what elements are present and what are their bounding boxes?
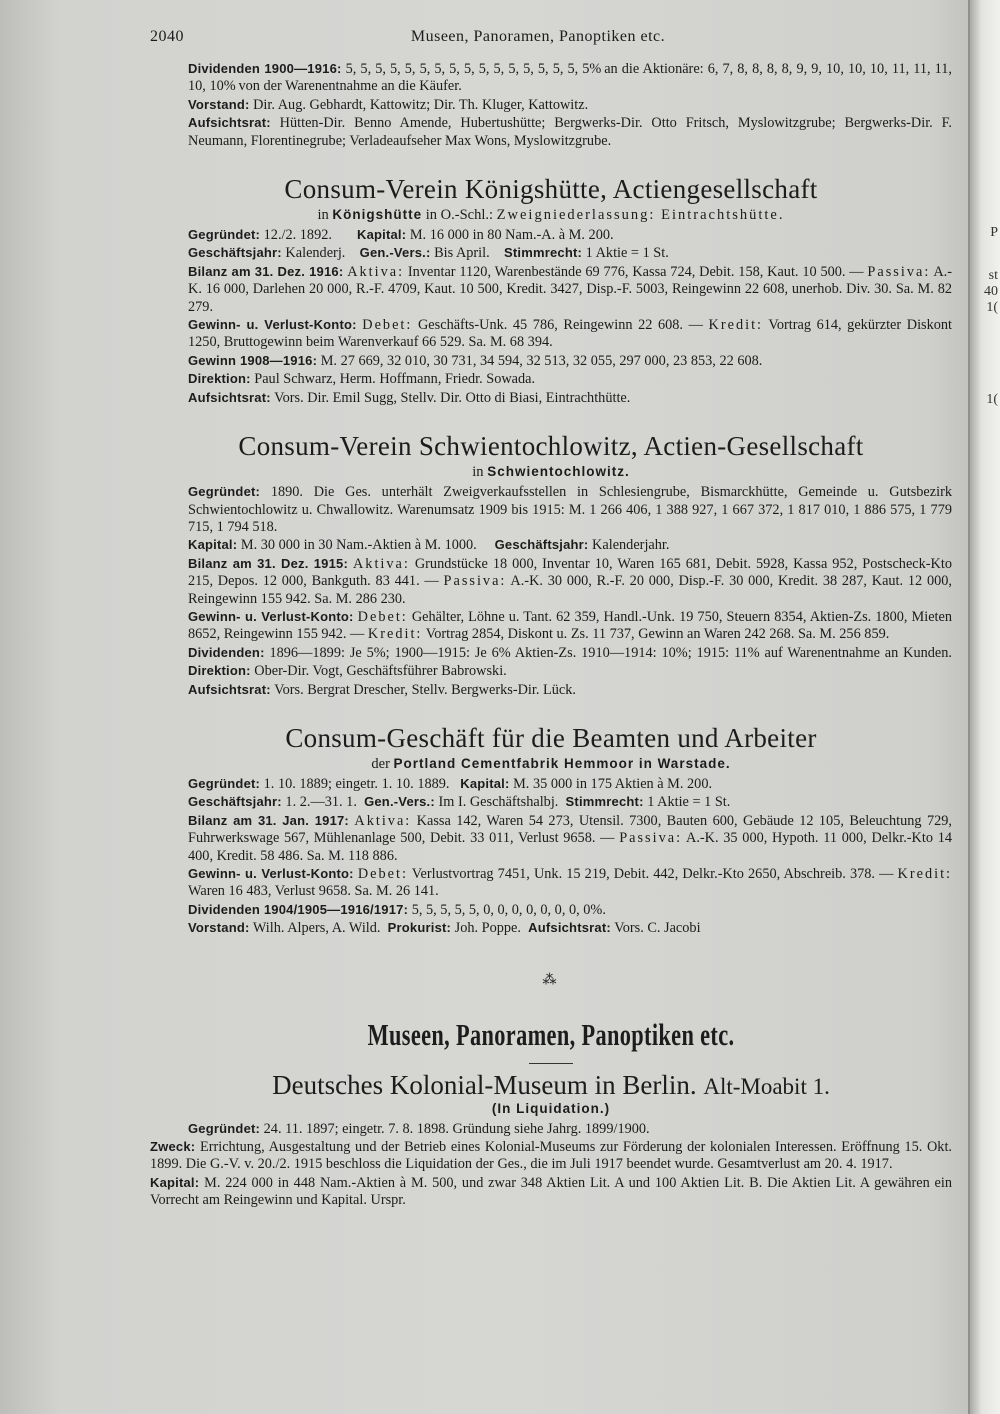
- dividenden-text: 1896—1899: Je 5%; 1900—1915: Je 6% Aktien-Zs. 1910—1914: 10%; 1915: 11% auf Warenentnahme an Kunden.: [269, 644, 952, 661]
- geschaeftsjahr-text: Kalenderjahr.: [592, 537, 670, 554]
- vorstand-label: Vorstand:: [188, 96, 250, 112]
- entry-koenigshuette: [150, 174, 952, 407]
- liquidation-note: (In Liquidation.): [491, 1100, 611, 1116]
- zweck-text: Errichtung, Ausgestaltung und der Betrieb eines Kolonial-Museums zur Förderung der kolonialen Interessen. Eröffnung 15. Okt. 1899. Die G.-V. v. 20./2. 1915 beschloss die Liquidation der Ges., die im Juli 1917 beendet wurde. Gesamtverlust am 20. 4. 1917.: [150, 1139, 952, 1173]
- bilanz-label: Bilanz am 31. Dez. 1916:: [188, 263, 344, 279]
- entry-title: Consum-Verein Schwientochlowitz, Actien-Gesellschaft: [238, 431, 864, 462]
- gegruendet-label: Gegründet:: [188, 484, 261, 500]
- stimmrecht-label: Stimmrecht:: [565, 794, 644, 810]
- subtitle-place: Portland Cementfabrik Hemmoor in Warstade.: [393, 755, 731, 771]
- passiva-text: A.-K. 30 000, R.-F. 20 000, Disp.-F. 30 000, Kredit. 38 287, Kaut. 12 000, Reingewinn 155 942. Sa. M. 286 230.: [188, 573, 952, 607]
- vorstand-text: Wilh. Alpers, A. Wild.: [252, 920, 381, 937]
- stimmrecht-text: 1 Aktie = 1 St.: [585, 245, 669, 262]
- aufsichtsrat-text: Hütten-Dir. Benno Amende, Hubertushütte; Bergwerks-Dir. Otto Fritsch, Myslowitzgrube; Bergwerks-Dir. F. Neumann, Florentinegrube; Verladeaufseher Max Wons, Myslowitzgrube.: [188, 115, 953, 149]
- kredit-label: Kredit:: [708, 317, 764, 334]
- entry-subtitle: [150, 464, 952, 481]
- kapital-label: Kapital:: [188, 537, 238, 553]
- aktiva-label: Aktiva:: [347, 263, 405, 280]
- entry-address: Alt-Moabit 1.: [703, 1073, 830, 1099]
- section-rule: [529, 1063, 573, 1064]
- direktion-text: Paul Schwarz, Herm. Hoffmann, Friedr. Sowada.: [254, 371, 536, 388]
- gewinn-text: M. 27 669, 32 010, 30 731, 34 594, 32 513, 32 055, 297 000, 23 853, 22 608.: [320, 352, 763, 369]
- aufsichtsrat-label: Aufsichtsrat:: [188, 389, 271, 405]
- stimmrecht-text: 1 Aktie = 1 St.: [647, 794, 731, 811]
- edge-fragment: 1(: [986, 300, 998, 315]
- gegruendet-label: Gegründet:: [188, 775, 261, 791]
- guv-label: Gewinn- u. Verlust-Konto:: [188, 866, 354, 881]
- guv-label: Gewinn- u. Verlust-Konto:: [188, 317, 357, 333]
- aufsichtsrat-text: Vors. Dir. Emil Sugg, Stellv. Dir. Otto di Biasi, Eintrachthütte.: [274, 389, 631, 406]
- kredit-text: Waren 16 483, Verlust 9658. Sa. M. 26 141.: [188, 883, 439, 900]
- subtitle-branch: Zweigniederlassung: Eintrachtshütte.: [496, 207, 785, 224]
- aufsichtsrat-label: Aufsichtsrat:: [528, 920, 611, 936]
- aktiva-text: Grundstücke 18 000, Inventar 10, Waren 165 681, Debit. 5928, Kassa 952, Postscheck-Kto 215, Depos. 12 000, Bankguth. 83 441. —: [188, 555, 953, 590]
- entry-title: Consum-Geschäft für die Beamten und Arbeiter: [285, 722, 817, 753]
- gegruendet-text: 1890. Die Ges. unterhält Zweigverkaufsstellen in Schlesiengrube, Bismarckhütte, Gemeinde u. Gutsbezirk Schwientochlowitz u. Chwallowitz. Warenumsatz 1909 bis 1915: M. 1 266 406, 1 388 927, 1 667 372, 1 817 010, 1 886 575, 1 779 715, 1 794 518.: [188, 484, 952, 535]
- section-heading: Museen, Panoramen, Panoptiken etc.: [367, 1016, 735, 1052]
- gegruendet-text: 1. 10. 1889; eingetr. 1. 10. 1889.: [263, 775, 450, 792]
- kapital-label: Kapital:: [356, 227, 407, 243]
- subtitle-prefix: der: [371, 755, 390, 772]
- debet-label: Debet:: [357, 608, 408, 625]
- bilanz-label: Bilanz am 31. Dez. 1915:: [188, 555, 348, 571]
- geschaeftsjahr-label: Geschäftsjahr:: [494, 537, 589, 553]
- direktion-text: Ober-Dir. Vogt, Geschäftsführer Babrowski.: [254, 663, 507, 680]
- subtitle-place: Schwientochlowitz.: [487, 464, 630, 480]
- kapital-label: Kapital:: [460, 775, 510, 791]
- aktiva-label: Aktiva:: [352, 555, 410, 572]
- kredit-label: Kredit:: [897, 866, 953, 882]
- debet-label: Debet:: [362, 317, 413, 334]
- dividenden-label: Dividenden 1904/1905—1916/1917:: [188, 901, 409, 917]
- subtitle-suffix: in O.-Schl.:: [425, 207, 494, 224]
- ornament-divider: ⁂: [542, 972, 560, 988]
- running-title: Museen, Panoramen, Panoptiken etc.: [410, 28, 666, 45]
- kapital-label: Kapital:: [150, 1174, 200, 1190]
- entry-schwientochlowitz: [150, 431, 952, 699]
- gegruendet-text: 24. 11. 1897; eingetr. 7. 8. 1898. Gründung siehe Jahrg. 1899/1900.: [263, 1120, 650, 1137]
- aktiva-label: Aktiva:: [354, 812, 412, 829]
- entry-subtitle: [150, 1101, 952, 1118]
- genvers-label: Gen.-Vers.:: [364, 794, 435, 810]
- next-page-edge: [968, 0, 1000, 1414]
- kapital-text: M. 30 000 in 30 Nam.-Aktien à M. 1000.: [240, 537, 477, 554]
- entry-title-text: Deutsches Kolonial-Museum in Berlin.: [272, 1069, 697, 1100]
- gegruendet-label: Gegründet:: [188, 1120, 261, 1136]
- passiva-label: Passiva:: [619, 830, 683, 847]
- aktiva-text: Inventar 1120, Warenbestände 69 776, Kassa 724, Debit. 158, Kaut. 10 500. —: [407, 263, 864, 280]
- bilanz-label: Bilanz am 31. Jan. 1917:: [188, 812, 349, 828]
- entry-title: Consum-Verein Königshütte, Actiengesellschaft: [284, 174, 818, 205]
- edge-fragment: 40: [984, 284, 998, 299]
- debet-text: Gehälter, Löhne u. Tant. 62 359, Handl.-Unk. 19 750, Steuern 8354, Aktien-Zs. 1800, Mieten 8652, Reingewinn 155 942. —: [188, 608, 953, 643]
- prokurist-text: Joh. Poppe.: [454, 920, 521, 937]
- genvers-text: Bis April.: [434, 245, 490, 262]
- page-number: 2040: [150, 28, 184, 45]
- vorstand-text: Dir. Aug. Gebhardt, Kattowitz; Dir. Th. Kluger, Kattowitz.: [253, 96, 589, 113]
- dividenden-text: 5, 5, 5, 5, 5, 5, 5, 5, 5, 5, 5, 5, 5, 5, 5, 5, 5% an die Aktionäre: 6, 7, 8, 8, 8, 8, 9, 9, 10, 10, 10, 11, 11, 11, 10, 10% von der Warenentnahme an die Käufer.: [188, 61, 953, 95]
- entry-title: [150, 1070, 952, 1101]
- running-header: [150, 28, 952, 46]
- dividenden-label: Dividenden:: [188, 644, 265, 660]
- entry-subtitle: [150, 756, 952, 773]
- debet-label: Debet:: [357, 866, 408, 882]
- kredit-text: Vortrag 2854, Diskont u. Zs. 11 737, Gewinn an Waren 242 268. Sa. M. 256 859.: [425, 626, 890, 643]
- genvers-text: Im I. Geschäftshalbj.: [438, 794, 559, 811]
- page-content: [150, 28, 952, 1210]
- geschaeftsjahr-text: Kalenderj.: [285, 245, 346, 262]
- entry-subtitle: [150, 207, 952, 224]
- passiva-text: A.-K. 35 000, Hypoth. 11 000, Delkr.-Kto 14 400, Kredit. 58 486. Sa. M. 118 886.: [188, 830, 953, 864]
- subtitle-place: Königshütte: [332, 207, 423, 223]
- previous-entry-continuation: [150, 60, 952, 150]
- geschaeftsjahr-label: Geschäftsjahr:: [188, 245, 282, 261]
- aufsichtsrat-text: Vors. C. Jacobi: [614, 920, 701, 937]
- dividenden-text: 5, 5, 5, 5, 5, 0, 0, 0, 0, 0, 0, 0, 0%.: [411, 901, 606, 918]
- subtitle-prefix: in: [472, 464, 484, 481]
- kredit-text: Vortrag 614, gekürzter Diskont 1250, Bruttogewinn beim Warenverkauf 66 529. Sa. M. 68 394.: [188, 317, 953, 351]
- stimmrecht-label: Stimmrecht:: [504, 245, 583, 261]
- passiva-text: A.-K. 16 000, Darlehen 20 000, R.-F. 4709, Kaut. 10 500, Kredit. 3427, Disp.-F. 5003, Reingewinn 22 608, unerhob. Div. 30. Sa. M. 82 279.: [188, 263, 953, 315]
- vorstand-label: Vorstand:: [188, 920, 250, 936]
- aufsichtsrat-text: Vors. Bergrat Drescher, Stellv. Bergwerks-Dir. Lück.: [274, 681, 576, 698]
- aktiva-text: Kassa 142, Waren 54 273, Utensil. 7300, Bauten 600, Gebäude 12 105, Beleuchtung 729, Fuhrwerkswage 567, Mühlenanlage 500, Debit. 33 011, Verlust 9658. —: [188, 812, 953, 847]
- edge-fragment: st: [988, 268, 998, 283]
- edge-fragment: P: [990, 225, 998, 240]
- kapital-text: M. 224 000 in 448 Nam.-Aktien à M. 500, und zwar 348 Aktien Lit. A und 100 Aktien Lit. B. Die Aktien Lit. A gewähren ein Vorrecht am Reingewinn und Kapital. Urspr.: [150, 1174, 953, 1209]
- genvers-label: Gen.-Vers.:: [359, 245, 431, 261]
- debet-text: Geschäfts-Unk. 45 786, Reingewinn 22 608. —: [417, 317, 703, 334]
- edge-fragment: 1(: [986, 392, 998, 407]
- debet-text: Verlustvortrag 7451, Unk. 15 219, Debit. 442, Delkr.-Kto 2650, Abschreib. 378. —: [411, 866, 894, 882]
- kredit-label: Kredit:: [367, 626, 423, 643]
- subtitle-prefix: in: [317, 207, 329, 224]
- gewinn-label: Gewinn 1908—1916:: [188, 352, 318, 368]
- guv-label: Gewinn- u. Verlust-Konto:: [188, 608, 354, 624]
- geschaeftsjahr-label: Geschäftsjahr:: [188, 794, 282, 810]
- geschaeftsjahr-text: 1. 2.—31. 1.: [285, 794, 357, 811]
- entry-kolonial-museum: [150, 1070, 952, 1210]
- direktion-label: Direktion:: [188, 663, 251, 679]
- kapital-text: M. 35 000 in 175 Aktien à M. 200.: [513, 775, 713, 792]
- aufsichtsrat-label: Aufsichtsrat:: [188, 681, 271, 697]
- passiva-label: Passiva:: [443, 573, 507, 590]
- gegruendet-text: 12./2. 1892.: [263, 227, 332, 244]
- direktion-label: Direktion:: [188, 371, 251, 387]
- entry-hemmoor: [150, 723, 952, 938]
- kapital-text: M. 16 000 in 80 Nam.-A. à M. 200.: [409, 227, 614, 244]
- gegruendet-label: Gegründet:: [188, 227, 261, 243]
- zweck-label: Zweck:: [150, 1139, 196, 1155]
- passiva-label: Passiva:: [867, 263, 931, 280]
- dividenden-label: Dividenden 1900—1916:: [188, 61, 342, 76]
- prokurist-label: Prokurist:: [387, 920, 452, 936]
- aufsichtsrat-label: Aufsichtsrat:: [188, 115, 271, 131]
